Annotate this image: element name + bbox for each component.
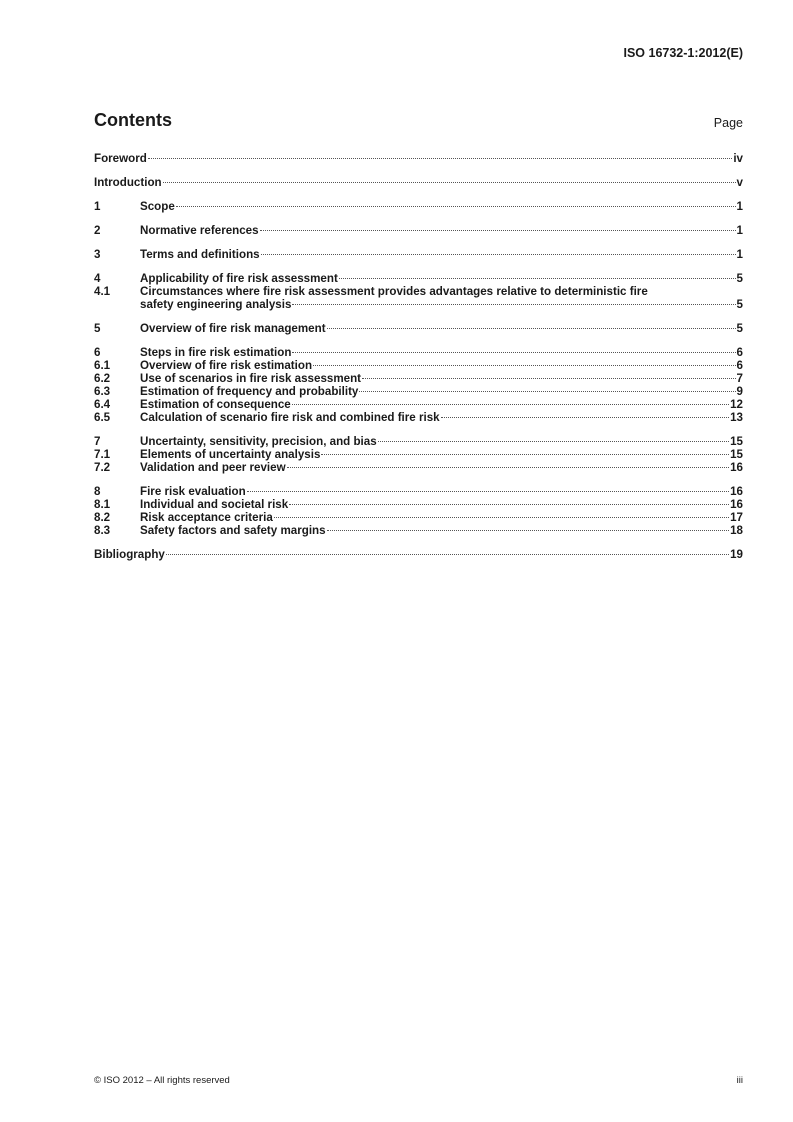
toc-entry-1[interactable] (94, 200, 743, 213)
toc-entry-number: 8 (94, 485, 101, 498)
dot-leader (378, 441, 729, 442)
dot-leader (362, 378, 736, 379)
toc-entry-8-1[interactable] (94, 498, 743, 511)
toc-entry-page: 6 (736, 346, 743, 359)
toc-entry-7-1[interactable] (94, 448, 743, 461)
dot-leader (321, 454, 729, 455)
toc-entry-title: Risk acceptance criteria (140, 511, 273, 524)
toc-entry-3[interactable] (94, 248, 743, 261)
toc-entry-8-3[interactable] (94, 524, 743, 537)
toc-entry-number: 6.1 (94, 359, 111, 372)
toc-entry-number: 6.3 (94, 385, 111, 398)
toc-entry-title: Foreword (94, 152, 147, 165)
dot-leader (327, 530, 730, 531)
toc-entry-number: 6 (94, 346, 101, 359)
toc-entry-page: 16 (730, 461, 743, 474)
toc-entry-title: Fire risk evaluation (140, 485, 246, 498)
toc-entry-page: 18 (730, 524, 743, 537)
dot-leader (313, 365, 736, 366)
toc-entry-title: Applicability of fire risk assessment (140, 272, 338, 285)
dot-leader (292, 304, 735, 305)
toc-entry-title: Calculation of scenario fire risk and combined fire risk (140, 411, 440, 424)
dot-leader (327, 328, 736, 329)
toc-entry-title: Safety factors and safety margins (140, 524, 326, 537)
toc-entry-page: 1 (736, 224, 743, 237)
dot-leader (292, 404, 729, 405)
toc-entry-5[interactable] (94, 322, 743, 335)
toc-entry-title: Scope (140, 200, 175, 213)
toc-entry-number: 7 (94, 435, 101, 448)
toc-entry-foreword[interactable] (94, 152, 743, 165)
toc-entry-6-5[interactable] (94, 411, 743, 424)
toc-entry-title: Terms and definitions (140, 248, 260, 261)
toc-entry-title: Individual and societal risk (140, 498, 289, 511)
toc-entry-title: Introduction (94, 176, 162, 189)
toc-entry-number: 7.2 (94, 461, 111, 474)
toc-entry-page: v (736, 176, 743, 189)
toc-entry-number: 6.4 (94, 398, 111, 411)
toc-entry-number: 6.2 (94, 372, 111, 385)
toc-entry-number: 8.3 (94, 524, 111, 537)
dot-leader (274, 517, 729, 518)
dot-leader (176, 206, 736, 207)
toc-entry-number: 8.1 (94, 498, 111, 511)
page-column-label: Page (713, 116, 743, 130)
toc-entry-4-1[interactable] (94, 285, 743, 311)
toc-entry-page: 6 (736, 359, 743, 372)
toc-entry-number: 1 (94, 200, 101, 213)
toc-entry-page: 13 (730, 411, 743, 424)
toc-entry-number: 7.1 (94, 448, 111, 461)
dot-leader (359, 391, 735, 392)
toc-entry-6-3[interactable] (94, 385, 743, 398)
toc-entry-page: 19 (730, 548, 743, 561)
toc-entry-7-2[interactable] (94, 461, 743, 474)
dot-leader (339, 278, 736, 279)
toc-entry-page: 1 (736, 200, 743, 213)
copyright-notice: © ISO 2012 – All rights reserved (94, 1075, 230, 1086)
toc-entry-title: Overview of fire risk estimation (140, 359, 313, 372)
toc-entry-8[interactable] (94, 485, 743, 498)
toc-entry-page: 1 (736, 248, 743, 261)
toc-entry-page: 12 (730, 398, 743, 411)
toc-entry-number: 6.5 (94, 411, 111, 424)
toc-entry-title: Use of scenarios in fire risk assessment (140, 372, 362, 385)
toc-entry-title: Elements of uncertainty analysis (140, 448, 321, 461)
toc-entry-number: 2 (94, 224, 101, 237)
dot-leader (261, 254, 736, 255)
dot-leader (163, 182, 736, 183)
toc-entry-number: 5 (94, 322, 101, 335)
toc-entry-page: 5 (736, 272, 743, 285)
dot-leader (148, 158, 733, 159)
toc-entry-7[interactable] (94, 435, 743, 448)
toc-entry-title: Uncertainty, sensitivity, precision, and bias (140, 435, 377, 448)
toc-entry-page: 9 (736, 385, 743, 398)
toc-entry-6-4[interactable] (94, 398, 743, 411)
toc-entry-title: Steps in fire risk estimation (140, 346, 292, 359)
standard-number: ISO 16732-1:2012(E) (623, 46, 743, 60)
toc-entry-page: iv (733, 152, 743, 165)
dot-leader (247, 491, 729, 492)
dot-leader (287, 467, 729, 468)
toc-entry-6-2[interactable] (94, 372, 743, 385)
toc-entry-4[interactable] (94, 272, 743, 285)
toc-entry-title: Estimation of consequence (140, 398, 291, 411)
table-of-contents (94, 152, 743, 561)
toc-entry-number: 8.2 (94, 511, 111, 524)
toc-entry-number: 3 (94, 248, 101, 261)
toc-entry-page: 15 (730, 435, 743, 448)
toc-entry-8-2[interactable] (94, 511, 743, 524)
toc-entry-bibliography[interactable] (94, 548, 743, 561)
toc-entry-6-1[interactable] (94, 359, 743, 372)
toc-entry-page: 7 (736, 372, 743, 385)
toc-entry-2[interactable] (94, 224, 743, 237)
toc-entry-title: Validation and peer review (140, 461, 286, 474)
dot-leader (441, 417, 730, 418)
dot-leader (166, 554, 729, 555)
toc-entry-page: 16 (730, 498, 743, 511)
dot-leader (289, 504, 729, 505)
toc-entry-title: Bibliography (94, 548, 165, 561)
toc-entry-page: 17 (730, 511, 743, 524)
toc-entry-title: Normative references (140, 224, 259, 237)
toc-entry-title: Circumstances where fire risk assessment provides advantages relative to deterministic fire (140, 285, 648, 298)
toc-entry-page: 5 (736, 322, 743, 335)
toc-entry-number: 4 (94, 272, 101, 285)
toc-entry-page: 15 (730, 448, 743, 461)
toc-entry-title: Overview of fire risk management (140, 322, 326, 335)
toc-entry-introduction[interactable] (94, 176, 743, 189)
dot-leader (260, 230, 736, 231)
toc-entry-6[interactable] (94, 346, 743, 359)
toc-entry-title: Estimation of frequency and probability (140, 385, 359, 398)
toc-entry-page: 16 (730, 485, 743, 498)
toc-entry-number: 4.1 (94, 285, 111, 298)
toc-entry-page: 5 (736, 298, 743, 311)
dot-leader (292, 352, 735, 353)
contents-title: Contents (94, 110, 172, 130)
footer-page-number: iii (736, 1075, 743, 1086)
toc-entry-title-continued: safety engineering analysis (140, 298, 292, 311)
